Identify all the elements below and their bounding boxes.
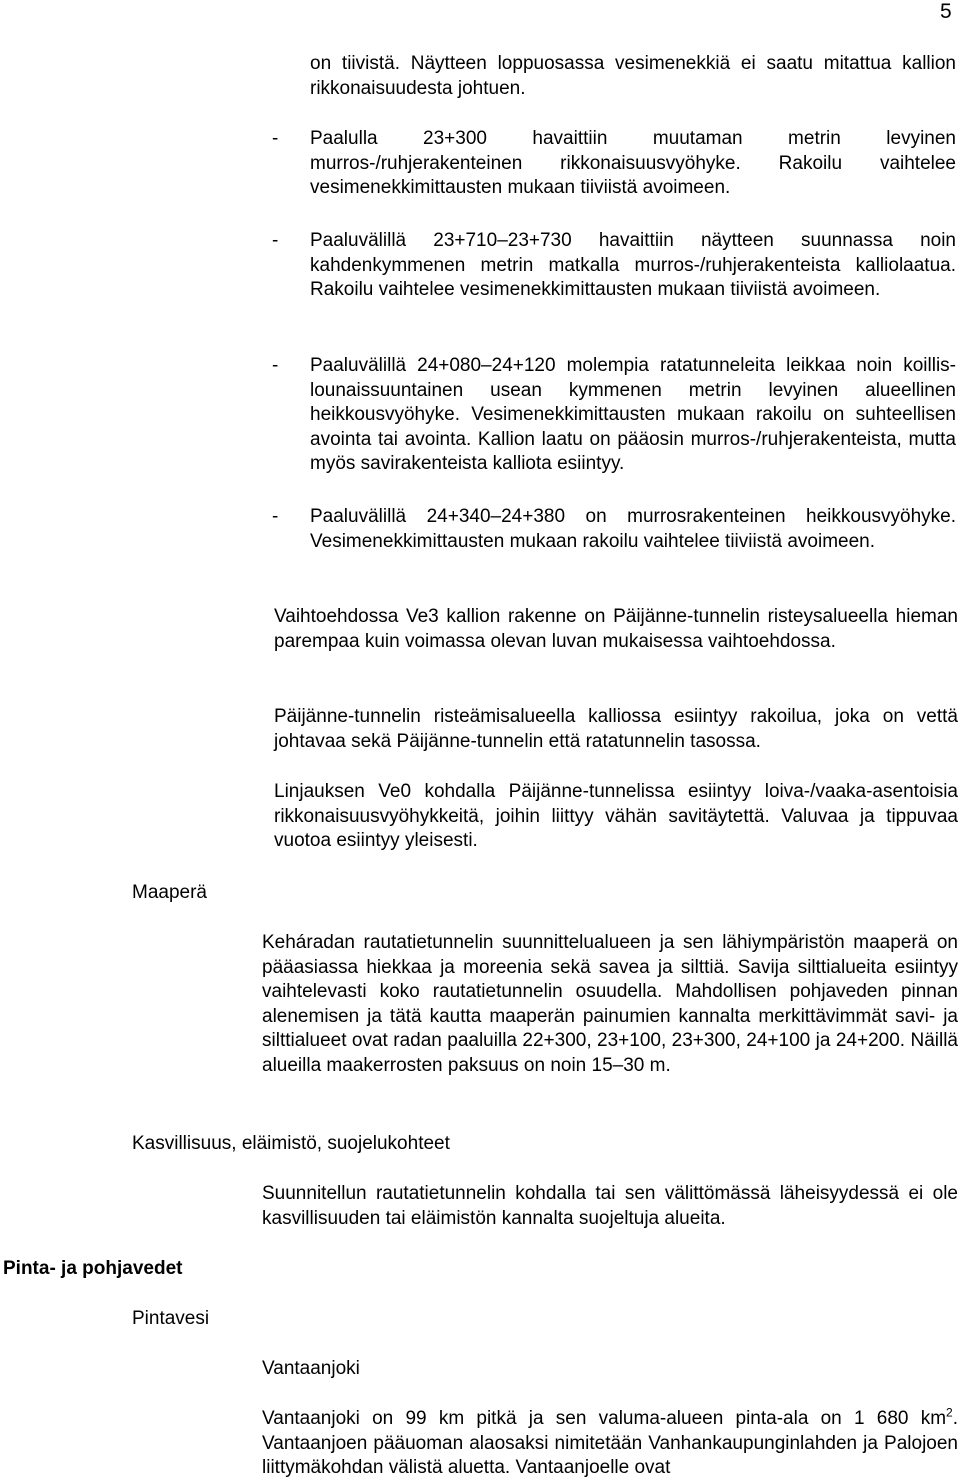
body-paragraph: Linjauksen Ve0 kohdalla Päijänne-tunnelissa esiintyy loiva-/vaaka-asentoisia rikkonaisuusvyöhykkeitä, joihin liittyy vähän savitäytettä. Valuvaa ja tippuvaa vuotoa esiintyy yleisesti.: [274, 781, 958, 852]
bullet-item: Paaluvälillä 24+340–24+380 on murrosrakenteinen heikkousvyöhyke. Vesimenekkimittausten mukaan rakoilu vaihtelee tiiviistä avoimeen.: [310, 506, 956, 552]
body-paragraph: Vaihtoehdossa Ve3 kallion rakenne on Päijänne-tunnelin risteysalueella hieman parempaa kuin voimassa olevan luvan mukaisessa vaihtoehdossa.: [274, 606, 958, 652]
vantaanjoki-paragraph: [262, 1407, 958, 1481]
superscript-two: 2: [946, 1405, 953, 1420]
body-paragraph: Päijänne-tunnelin risteämisalueella kalliossa esiintyy rakoilua, joka on vettä johtavaa sekä Päijänne-tunnelin että ratatunnelin tasossa.: [274, 706, 958, 752]
bullet-dash: -: [272, 506, 279, 527]
maapera-paragraph: Keháradan rautatietunnelin suunnittelualueen ja sen lähiympäristön maaperä on pääasiassa hiekkaa ja moreenia sekä savea ja silttiä. Savija silttialueita esiintyy vaihtelevasti koko rautatietunnelin osuudella. Mahdollisen pohjaveden pinnan alenemisen ja tätä kautta maaperän painumien kannalta merkittävimmät savi- ja silttialueet ovat radan paaluilla 22+300, 23+100, 23+300, 24+100 ja 24+200. Näillä alueilla maakerrosten paksuus on noin 15–30 m.: [262, 932, 958, 1076]
bullet-dash: -: [272, 230, 279, 251]
kasvillisuus-paragraph: Suunnitellun rautatietunnelin kohdalla tai sen välittömässä läheisyydessä ei ole kasvillisuuden tai eläimistön kannalta suojeltuja alueita.: [262, 1183, 958, 1229]
bullet-item: Paaluvälillä 23+710–23+730 havaittiin näytteen suunnassa noin kahdenkymmenen metrin matkalla murros-/ruhjerakenteista kalliolaatua. Rakoilu vaihtelee vesimenekkimittausten mukaan tiiviistä avoimeen.: [310, 230, 956, 301]
section-heading-kasvillisuus: Kasvillisuus, eläimistö, suojelukohteet: [132, 1133, 450, 1154]
subheading-pintavesi: Pintavesi: [132, 1308, 210, 1329]
section-heading-maapera: Maaperä: [132, 882, 207, 903]
bullet-item: Paaluvälillä 24+080–24+120 molempia ratatunneleita leikkaa noin koillis-lounaissuuntainen usean kymmenen metrin levyinen alueellinen heikkousvyöhyke. Vesimenekkimittausten mukaan rakoilu on suhteellisen avointa tai avointa. Kallion laatu on pääosin murros-/ruhjerakenteista, mutta myös savirakenteista kalliota esiintyy.: [310, 355, 956, 475]
vantaanjoki-text-end: . Vantaanjoen pääuoman alaosaksi nimitetään Vanhankaupunginlahden ja Palojoen liittymäkohdan välistä aluetta. Vantaanjoelle ovat: [262, 1408, 958, 1479]
bullet-dash: -: [272, 355, 279, 376]
bullet-item: Paalulla 23+300 havaittiin muutaman metrin levyinen murros-/ruhjerakenteinen rikkonaisuusvyöhyke. Rakoilu vaihtelee vesimenekkimittausten mukaan tiiviistä avoimeen.: [310, 128, 956, 199]
subsubheading-vantaanjoki: Vantaanjoki: [262, 1358, 360, 1379]
page-number: 5: [940, 0, 952, 23]
section-heading-pinta-pohjavedet: Pinta- ja pohjavedet: [3, 1258, 183, 1279]
top-continuation-paragraph: on tiivistä. Näytteen loppuosassa vesimenekkiä ei saatu mitattua kallion rikkonaisuudesta johtuen.: [310, 53, 956, 99]
bullet-dash: -: [272, 128, 279, 149]
vantaanjoki-text-start: Vantaanjoki on 99 km pitkä ja sen valuma-alueen pinta-ala on 1 680 km: [262, 1408, 947, 1429]
